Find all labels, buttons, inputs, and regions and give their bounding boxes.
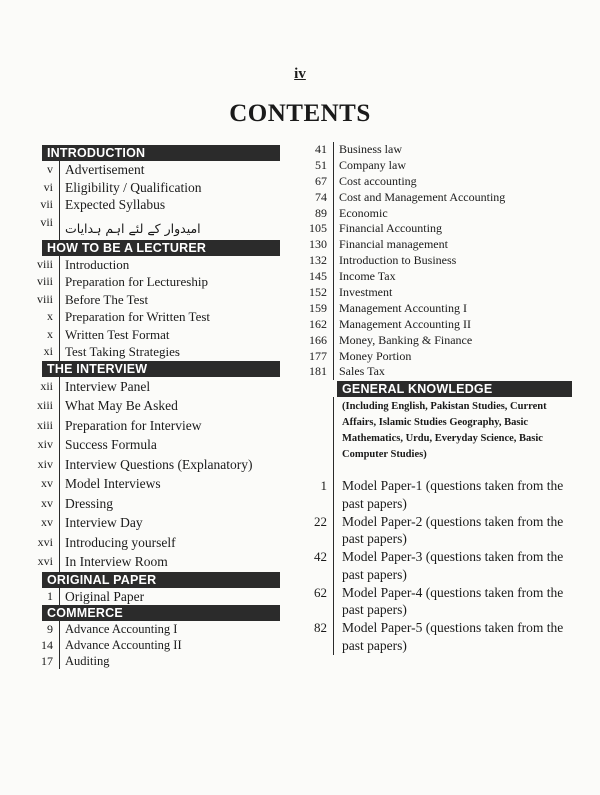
contents-entry [306, 349, 572, 365]
contents-entry [18, 637, 280, 653]
entry-title: Written Test Format [65, 326, 170, 342]
entry-title: Original Paper [65, 588, 145, 604]
entry-title: Introduction [65, 256, 130, 272]
contents-entry [18, 474, 280, 494]
contents-entry [306, 548, 572, 584]
contents-entry [306, 317, 572, 333]
contents-entry [18, 513, 280, 533]
entry-page-number: x [47, 326, 53, 341]
contents-list [18, 621, 280, 669]
entry-page-number: 152 [309, 285, 327, 300]
contents-entry [18, 214, 280, 240]
contents-entry [18, 256, 280, 274]
contents-entry [18, 494, 280, 514]
page-number: iv [294, 66, 306, 82]
entry-title: Advance Accounting I [65, 622, 178, 636]
entry-page-number: x [47, 309, 53, 323]
entry-page-number: 67 [315, 173, 327, 188]
entry-page-number: 89 [315, 205, 327, 220]
entry-page-number: 14 [41, 638, 53, 652]
entry-page-number: 162 [309, 316, 327, 331]
contents-list [18, 588, 280, 606]
contents-entry [306, 237, 572, 253]
entry-page-number: 82 [314, 620, 327, 636]
entry-title: Cost accounting [339, 173, 417, 188]
entry-page-number: 132 [309, 253, 327, 268]
section-header: INTRODUCTION [42, 145, 280, 161]
general-knowledge-list [306, 397, 572, 655]
contents-entry [306, 364, 572, 380]
contents-entry [306, 221, 572, 237]
contents-entry [18, 533, 280, 553]
entry-title: Test Taking Strategies [65, 344, 180, 359]
entry-title: Interview Day [65, 515, 143, 530]
entry-page-number: xii [40, 378, 53, 393]
general-knowledge-note: (Including English, Pakistan Studies, Current Affairs, Islamic Studies Geography, Basic Mathematics, Urdu, Everyday Science, Basic Computer Studies) [342, 401, 547, 461]
entry-title: Success Formula [65, 437, 157, 452]
entry-page-number: 62 [314, 584, 327, 600]
contents-entry [18, 377, 280, 397]
entry-page-number: 177 [309, 348, 327, 363]
entry-page-number: 145 [309, 269, 327, 284]
entry-title: Income Tax [339, 269, 396, 284]
section-header-general-knowledge: GENERAL KNOWLEDGE [337, 381, 572, 397]
entry-page-number: 9 [47, 622, 53, 636]
entry-title: Financial management [339, 237, 448, 252]
entry-page-number: viii [36, 256, 53, 271]
section-header: THE INTERVIEW [42, 361, 280, 377]
contents-entry [18, 326, 280, 344]
entry-title: Interview Questions (Explanatory) [65, 456, 253, 472]
entry-page-number: xvi [37, 554, 53, 568]
contents-entry [18, 435, 280, 455]
entry-page-number: v [47, 162, 53, 176]
contents-entry [306, 333, 572, 349]
contents-entry [18, 291, 280, 309]
entry-title: Management Accounting I [339, 300, 467, 315]
contents-entry [18, 396, 280, 416]
entry-title: Management Accounting II [339, 316, 471, 331]
contents-entry [18, 552, 280, 572]
entry-page-number: viii [36, 274, 53, 288]
entry-page-number: 159 [309, 300, 327, 315]
contents-list [18, 161, 280, 240]
entry-title: Preparation for Interview [65, 417, 202, 433]
contents-entry [306, 253, 572, 269]
section-header: ORIGINAL PAPER [42, 572, 280, 588]
contents-entry [18, 343, 280, 361]
entry-title: امیدوار کے لئے اہم ہدایات [65, 220, 201, 236]
contents-entry [18, 179, 280, 197]
entry-title: Advertisement [65, 162, 145, 177]
entry-title: Money, Banking & Finance [339, 332, 473, 347]
entry-page-number: viii [36, 291, 53, 306]
entry-page-number: xiv [37, 456, 53, 471]
section-header: COMMERCE [42, 605, 280, 621]
contents-entry [18, 653, 280, 669]
contents-entry [306, 513, 572, 549]
entry-title: Model Paper-2 (questions taken from the past papers) [342, 513, 564, 547]
contents-left-column [18, 145, 280, 669]
contents-entry [306, 206, 572, 222]
entry-title: Auditing [65, 654, 110, 668]
contents-entry [306, 285, 572, 301]
entry-title: Eligibility / Qualification [65, 179, 202, 195]
entry-title: Model Paper-5 (questions taken from the past papers) [342, 620, 564, 653]
commerce-continued-list [306, 142, 572, 380]
entry-title: Model Paper-1 (questions taken from the past papers) [342, 478, 564, 511]
contents-entry [18, 161, 280, 179]
contents-entry [306, 269, 572, 285]
entry-title: Preparation for Lectureship [65, 274, 208, 289]
entry-title: Expected Syllabus [65, 197, 166, 212]
contents-entry [18, 273, 280, 291]
entry-page-number: xv [41, 476, 53, 490]
entry-page-number: 166 [309, 332, 327, 347]
entry-page-number: xi [43, 344, 53, 358]
entry-title: Investment [339, 285, 393, 300]
entry-title: Financial Accounting [339, 221, 442, 236]
entry-page-number: 105 [309, 221, 327, 236]
entry-title: Before The Test [65, 291, 149, 307]
section-header: HOW TO BE A LECTURER [42, 240, 280, 256]
entry-page-number: 74 [315, 189, 327, 204]
entry-title: Cost and Management Accounting [339, 189, 506, 204]
entry-page-number: 181 [309, 364, 327, 379]
entry-title: In Interview Room [65, 554, 168, 569]
entry-title: Business law [339, 142, 402, 156]
entry-page-number: 1 [47, 588, 53, 603]
entry-page-number: xiii [36, 398, 53, 412]
entry-page-number: xvi [37, 534, 53, 549]
entry-title: Advance Accounting II [65, 638, 182, 652]
entry-title: Model Paper-4 (questions taken from the past papers) [342, 584, 564, 618]
entry-page-number: xv [41, 515, 53, 529]
entry-title: Introduction to Business [339, 253, 457, 268]
entry-title: Interview Panel [65, 378, 151, 394]
entry-page-number: 130 [309, 237, 327, 252]
contents-entry [306, 142, 572, 158]
entry-page-number: 42 [314, 549, 327, 565]
contents-entry [306, 190, 572, 206]
entry-title: Sales Tax [339, 364, 385, 379]
entry-page-number: vii [40, 214, 53, 229]
contents-entry [306, 174, 572, 190]
entry-title: Preparation for Written Test [65, 309, 211, 324]
contents-list [18, 256, 280, 361]
entry-page-number: vii [40, 197, 53, 211]
contents-entry [18, 196, 280, 214]
contents-list [18, 377, 280, 572]
entry-title: Economic [339, 205, 388, 220]
entry-title: Money Portion [339, 348, 412, 363]
contents-entry [306, 619, 572, 655]
contents-entry [306, 301, 572, 317]
entry-page-number: xv [41, 495, 53, 510]
entry-page-number: 22 [314, 513, 327, 529]
entry-page-number: xiv [37, 437, 53, 451]
entry-page-number: 51 [315, 157, 327, 172]
entry-title: What May Be Asked [65, 398, 178, 413]
contents-entry [18, 621, 280, 637]
contents-right-column [306, 142, 572, 655]
page-title: CONTENTS [229, 100, 371, 127]
entry-page-number: 41 [315, 142, 327, 156]
contents-entry [18, 455, 280, 475]
contents-entry [18, 308, 280, 326]
entry-title: Introducing yourself [65, 534, 176, 550]
entry-title: Model Paper-3 (questions taken from the past papers) [342, 549, 564, 582]
contents-entry [18, 416, 280, 436]
entry-title: Company law [339, 157, 406, 172]
entry-page-number: xiii [36, 417, 53, 432]
contents-entry [306, 584, 572, 620]
contents-entry [306, 158, 572, 174]
entry-page-number: 1 [320, 478, 327, 494]
entry-title: Dressing [65, 495, 113, 511]
spacer [306, 463, 572, 477]
entry-page-number: 17 [41, 654, 53, 668]
entry-title: Model Interviews [65, 476, 161, 491]
contents-entry [306, 477, 572, 513]
contents-entry [18, 588, 280, 606]
entry-page-number: vi [43, 179, 53, 194]
